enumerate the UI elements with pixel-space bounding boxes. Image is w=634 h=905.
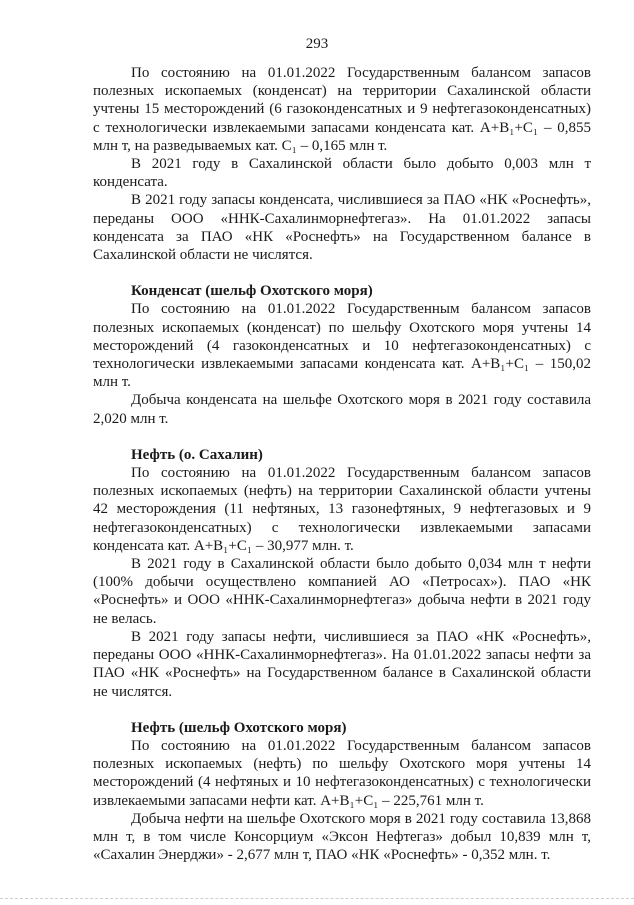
paragraph: В 2021 году в Сахалинской области было добыто 0,034 млн т нефти (100% добычи осуществлено компанией АО «Петросах»). ПАО «НК «Роснефть» и ООО «ННК-Сахалинморнефтегаз» добыча нефти в 2021 году не велась.	[93, 556, 591, 627]
paragraph: По состоянию на 01.01.2022 Государственным балансом запасов полезных ископаемых (нефть) на территории Сахалинской области учтены 42 месторождения (11 нефтяных, 13 газонефтяных, 9 нефтегазовых и 9 нефтегазоконденсатных) с технологически извлекаемыми запасами конденсата кат. А+В₁+С₁ – 30,977 млн. т.	[93, 465, 591, 554]
section-condensate-okhotsk-shelf	[93, 282, 591, 428]
document-body	[93, 64, 591, 864]
section-heading: Конденсат (шельф Охотского моря)	[131, 283, 373, 300]
paragraph: В 2021 году запасы конденсата, числившиеся за ПАО «НК «Роснефть», переданы ООО «ННК-Сахалинморнефтегаз». На 01.01.2022 запасы конденсата за ПАО «НК «Роснефть» на Государственном балансе в Сахалинской области не числятся.	[93, 192, 591, 264]
paragraph: По состоянию на 01.01.2022 Государственным балансом запасов полезных ископаемых (конденсат) по шельфу Охотского моря учтены 14 месторождений (4 газоконденсатных и 10 нефтегазоконденсатных) с технологически извлекаемыми запасами конденсата кат. А+В₁+С₁ – 150,02 млн т.	[93, 301, 591, 391]
paragraph: В 2021 году в Сахалинской области было добыто 0,003 млн т конденсата.	[93, 156, 591, 191]
scan-edge-divider	[0, 897, 634, 899]
section-heading: Нефть (о. Сахалин)	[131, 446, 263, 463]
paragraph: Добыча конденсата на шельфе Охотского моря в 2021 году составила 2,020 млн т.	[93, 392, 591, 427]
paragraph: В 2021 году запасы нефти, числившиеся за ПАО «НК «Роснефть», переданы ООО «ННК-Сахалинморнефтегаз». На 01.01.2022 запасы нефти за ПАО «НК «Роснефть» на Государственном балансе в Сахалинской области не числятся.	[93, 628, 591, 700]
section-oil-okhotsk-shelf	[93, 719, 591, 865]
page-number: 293	[305, 36, 329, 52]
paragraph: По состоянию на 01.01.2022 Государственным балансом запасов полезных ископаемых (нефть) по шельфу Охотского моря учтены 14 месторождений (4 нефтяных и 10 нефтегазоконденсатных) с технологически извлекаемыми запасами нефти кат. А+В₁+С₁ – 225,761 млн т.	[93, 737, 591, 809]
section-condensate-sakhalin	[93, 64, 591, 264]
paragraph: По состоянию на 01.01.2022 Государственным балансом запасов полезных ископаемых (конденсат) на территории Сахалинской области учтены 15 месторождений (6 газоконденсатных и 9 нефтегазоконденсатных) с технологически извлекаемыми запасами конденсата кат. А+В₁+С₁ – 0,855 млн т, на разведываемых кат. С₁ – 0,165 млн т.	[93, 65, 591, 154]
section-oil-sakhalin-island	[93, 446, 591, 701]
paragraph: Добыча нефти на шельфе Охотского моря в 2021 году составила 13,868 млн т, в том числе Консорциум «Эксон Нефтегаз» добыл 10,839 млн т, «Сахалин Энерджи» - 2,677 млн т, ПАО «НК «Роснефть» - 0,352 млн. т.	[93, 810, 591, 864]
section-heading: Нефть (шельф Охотского моря)	[131, 719, 347, 736]
